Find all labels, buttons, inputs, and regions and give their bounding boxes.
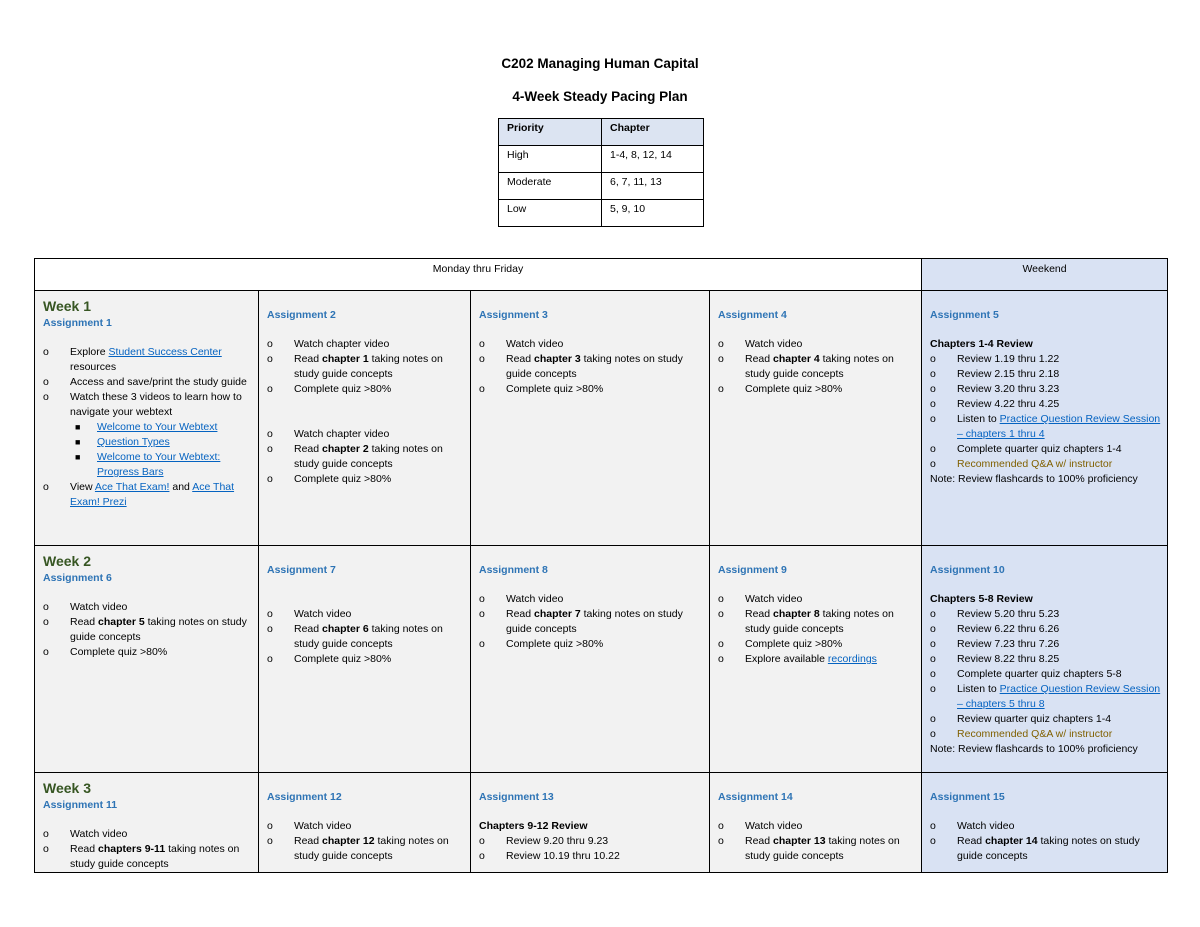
circle-bullet-icon: o [479,353,485,365]
assignment-label: Assignment 7 [267,564,336,576]
video-link[interactable]: Question Types [97,436,170,448]
list-item: o Read chapter 8 taking notes on study guide concepts [718,608,894,635]
review-title: Chapters 5-8 Review [930,593,1033,605]
list-item: o Review 10.19 thru 10.22 [479,850,620,862]
circle-bullet-icon: o [43,616,49,628]
list-item: o Watch video [718,593,803,605]
list-item: o Complete quarter quiz chapters 5-8 [930,668,1122,680]
circle-bullet-icon: o [718,835,724,847]
circle-bullet-icon: o [479,383,485,395]
list-item: o Read chapter 1 taking notes on study guide concepts [267,353,443,380]
list-item: o Review 1.19 thru 1.22 [930,353,1060,365]
circle-bullet-icon: o [718,608,724,620]
week-title: Week 3 [43,780,91,796]
week-3-row [35,773,1168,873]
list-item: o Read chapter 12 taking notes on study guide concepts [267,835,449,862]
list-item: o Read chapter 13 taking notes on study guide concepts [718,835,900,862]
list-item [70,420,252,435]
assignment-15-cell [922,773,1168,873]
circle-bullet-icon: o [479,338,485,350]
plan-header-row [35,259,1168,291]
priority-row-low [499,200,704,227]
list-item: o Watch video [267,608,352,620]
task-list [479,834,703,864]
circle-bullet-icon: o [930,668,936,680]
circle-bullet-icon: o [267,820,273,832]
task-list [267,607,464,667]
circle-bullet-icon: o [718,593,724,605]
video-link[interactable]: Welcome to Your Webtext: Progress Bars [97,451,221,478]
review-title: Chapters 1-4 Review [930,338,1033,350]
circle-bullet-icon: o [930,383,936,395]
circle-bullet-icon: o [43,601,49,613]
square-bullet-icon: ■ [75,437,81,447]
list-item: o Explore available recordings [718,653,877,665]
list-item: o Complete quiz >80% [479,638,604,650]
circle-bullet-icon: o [479,608,485,620]
circle-bullet-icon: o [267,473,273,485]
assignment-label: Assignment 1 [43,317,112,329]
circle-bullet-icon: o [930,683,936,695]
week-title: Week 2 [43,553,91,569]
practice-review-session-link[interactable]: Practice Question Review Session – chapters 1 thru 4 [957,413,1161,440]
list-item: o Watch chapter video [267,338,390,350]
list-item: o Complete quiz >80% [267,383,392,395]
task-list [43,827,252,872]
list-item: o Read chapter 14 taking notes on study guide concepts [930,835,1140,862]
assignment-label: Assignment 6 [43,572,112,584]
assignment-label: Assignment 3 [479,309,548,321]
list-item: o Complete quiz >80% [479,383,604,395]
assignment-11-cell [35,773,259,873]
assignment-13-cell [471,773,710,873]
list-item: o Explore Student Success Center resources [43,346,222,373]
circle-bullet-icon: o [930,608,936,620]
circle-bullet-icon: o [43,376,49,388]
list-item: o Complete quiz >80% [718,638,843,650]
circle-bullet-icon: o [930,713,936,725]
video-list [43,420,252,480]
week-2-row [35,546,1168,773]
task-list [43,345,252,420]
circle-bullet-icon: o [718,820,724,832]
list-item: o View Ace That Exam! and Ace That Exam! Prezi [43,481,235,508]
video-link[interactable]: Welcome to Your Webtext [97,421,218,433]
student-success-center-link[interactable]: Student Success Center [108,346,222,358]
chapter-cell: 1-4, 8, 12, 14 [602,146,704,173]
assignment-label: Assignment 14 [718,791,793,803]
circle-bullet-icon: o [43,828,49,840]
assignment-2-cell [259,291,471,546]
recordings-link[interactable]: recordings [827,653,877,665]
assignment-10-cell [922,546,1168,773]
ace-that-exam-prezi-link[interactable]: Ace That Exam! Prezi [70,481,235,508]
list-item: o Read chapter 4 taking notes on study guide concepts [718,353,894,380]
circle-bullet-icon: o [479,593,485,605]
list-item: o Watch video [267,820,352,832]
ace-that-exam-link[interactable]: Ace That Exam! [94,481,170,493]
circle-bullet-icon: o [267,835,273,847]
circle-bullet-icon: o [930,820,936,832]
list-item: o Complete quarter quiz chapters 1-4 [930,443,1122,455]
task-list [718,819,915,864]
list-item: o Review 2.15 thru 2.18 [930,368,1060,380]
list-item: o Watch chapter video [267,428,390,440]
list-item: o Review 5.20 thru 5.23 [930,608,1060,620]
task-list [718,337,915,397]
chapter-cell: 5, 9, 10 [602,200,704,227]
list-item: o Review 6.22 thru 6.26 [930,623,1060,635]
circle-bullet-icon: o [930,443,936,455]
week-1-row [35,291,1168,546]
list-item: o Recommended Q&A w/ instructor [930,728,1113,740]
circle-bullet-icon: o [930,458,936,470]
list-item: o Listen to Practice Question Review Session – chapters 5 thru 8 [930,683,1161,710]
week-title: Week 1 [43,298,91,314]
circle-bullet-icon: o [43,391,49,403]
task-list [43,480,252,510]
circle-bullet-icon: o [43,481,49,493]
list-item: o Recommended Q&A w/ instructor [930,458,1113,470]
task-list [267,819,464,864]
priority-row-high [499,146,704,173]
circle-bullet-icon: o [930,653,936,665]
practice-review-session-link[interactable]: Practice Question Review Session – chapters 5 thru 8 [957,683,1161,710]
assignment-label: Assignment 10 [930,564,1005,576]
circle-bullet-icon: o [930,413,936,425]
assignment-label: Assignment 11 [43,799,118,811]
list-item: o Watch video [479,593,564,605]
list-item: o Watch video [43,828,128,840]
task-list [43,600,252,660]
list-item: o Review quarter quiz chapters 1-4 [930,713,1112,725]
circle-bullet-icon: o [718,353,724,365]
list-item: o Access and save/print the study guide [43,376,247,388]
circle-bullet-icon: o [43,346,49,358]
square-bullet-icon: ■ [75,422,81,432]
assignment-label: Assignment 4 [718,309,787,321]
list-item: o Review 3.20 thru 3.23 [930,383,1060,395]
circle-bullet-icon: o [930,398,936,410]
chapter-header: Chapter [602,119,704,146]
list-item: o Read chapter 2 taking notes on study guide concepts [267,443,443,470]
assignment-12-cell [259,773,471,873]
circle-bullet-icon: o [479,638,485,650]
task-list [930,819,1161,864]
list-item: o Complete quiz >80% [267,653,392,665]
list-item: o Read chapter 7 taking notes on study guide concepts [479,608,683,635]
task-list [479,337,703,397]
circle-bullet-icon: o [267,383,273,395]
circle-bullet-icon: o [930,368,936,380]
circle-bullet-icon: o [267,608,273,620]
circle-bullet-icon: o [267,353,273,365]
list-item: o Watch video [930,820,1015,832]
task-list [267,427,464,487]
list-item: o Watch video [479,338,564,350]
priority-cell: Low [499,200,602,227]
priority-cell: High [499,146,602,173]
circle-bullet-icon: o [930,835,936,847]
circle-bullet-icon: o [930,353,936,365]
circle-bullet-icon: o [718,383,724,395]
assignment-label: Assignment 8 [479,564,548,576]
circle-bullet-icon: o [43,843,49,855]
circle-bullet-icon: o [930,638,936,650]
circle-bullet-icon: o [267,428,273,440]
assignment-label: Assignment 15 [930,791,1005,803]
list-item: o Review 7.23 thru 7.26 [930,638,1060,650]
task-list [479,592,703,652]
list-item: o Read chapter 3 taking notes on study guide concepts [479,353,683,380]
assignment-14-cell [710,773,922,873]
list-item: o Complete quiz >80% [267,473,392,485]
assignment-7-cell [259,546,471,773]
assignment-label: Assignment 13 [479,791,554,803]
list-item: o Watch video [718,820,803,832]
list-item: o Review 8.22 thru 8.25 [930,653,1060,665]
square-bullet-icon: ■ [75,452,81,462]
list-item: o Complete quiz >80% [43,646,168,658]
list-item: o Read chapter 5 taking notes on study guide concepts [43,616,247,643]
circle-bullet-icon: o [718,338,724,350]
assignment-label: Assignment 2 [267,309,336,321]
note-text: Note: Review flashcards to 100% proficiency [930,743,1138,755]
weekdays-header: Monday thru Friday [35,259,922,291]
circle-bullet-icon: o [930,623,936,635]
list-item: o Complete quiz >80% [718,383,843,395]
note-text: Note: Review flashcards to 100% proficiency [930,473,1138,485]
priority-table [498,118,704,227]
list-item: o Review 4.22 thru 4.25 [930,398,1060,410]
task-list [718,592,915,667]
assignment-6-cell [35,546,259,773]
chapter-cell: 6, 7, 11, 13 [602,173,704,200]
pacing-plan-table [34,258,1168,873]
list-item: o Watch these 3 videos to learn how to navigate your webtext [43,391,242,418]
priority-header: Priority [499,119,602,146]
assignment-1-cell [35,291,259,546]
list-item [70,435,252,450]
task-list [930,607,1161,742]
doc-title: C202 Managing Human Capital [501,56,699,71]
list-item: o Listen to Practice Question Review Session – chapters 1 thru 4 [930,413,1161,440]
task-list [267,337,464,397]
circle-bullet-icon: o [479,850,485,862]
circle-bullet-icon: o [718,653,724,665]
list-item: o Read chapters 9-11 taking notes on study guide concepts [43,843,240,870]
assignment-label: Assignment 5 [930,309,999,321]
assignment-5-cell [922,291,1168,546]
circle-bullet-icon: o [267,443,273,455]
priority-cell: Moderate [499,173,602,200]
list-item: o Watch video [718,338,803,350]
circle-bullet-icon: o [43,646,49,658]
circle-bullet-icon: o [930,728,936,740]
assignment-label: Assignment 12 [267,791,342,803]
assignment-8-cell [471,546,710,773]
list-item: o Watch video [43,601,128,613]
assignment-4-cell [710,291,922,546]
circle-bullet-icon: o [267,338,273,350]
assignment-label: Assignment 9 [718,564,787,576]
weekend-header: Weekend [922,259,1168,291]
circle-bullet-icon: o [267,623,273,635]
list-item [70,450,252,480]
list-item: o Review 9.20 thru 9.23 [479,835,609,847]
assignment-3-cell [471,291,710,546]
circle-bullet-icon: o [479,835,485,847]
task-list [930,352,1161,472]
circle-bullet-icon: o [267,653,273,665]
assignment-9-cell [710,546,922,773]
priority-header-row [499,119,704,146]
doc-subtitle: 4-Week Steady Pacing Plan [512,89,688,104]
review-title: Chapters 9-12 Review [479,820,588,832]
priority-row-moderate [499,173,704,200]
circle-bullet-icon: o [718,638,724,650]
list-item: o Read chapter 6 taking notes on study guide concepts [267,623,443,650]
